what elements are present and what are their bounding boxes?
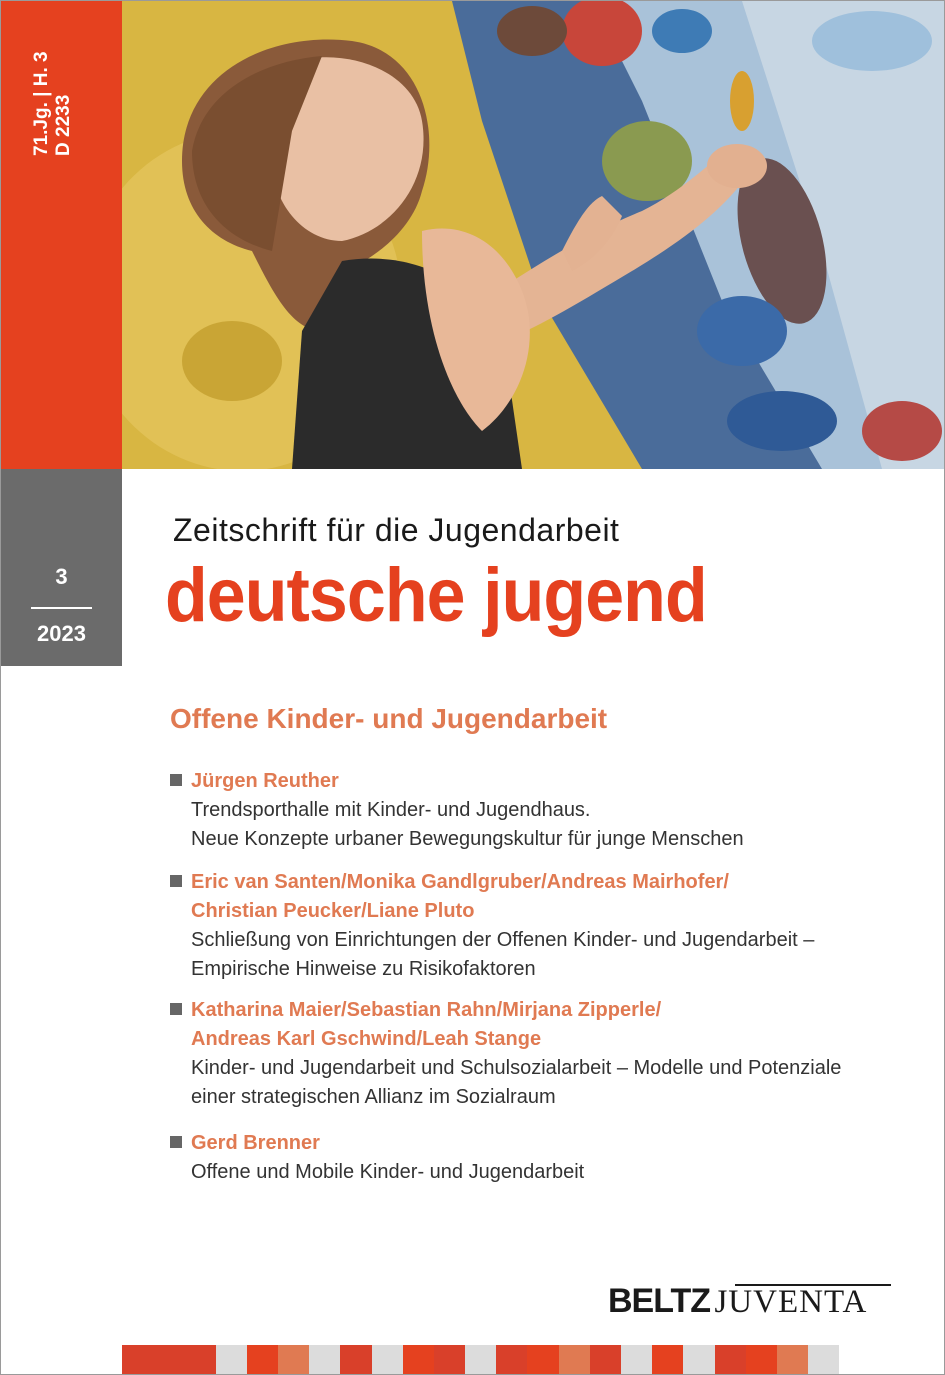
- issue-divider: [31, 607, 92, 609]
- color-bar-segment: [153, 1345, 184, 1374]
- color-bar-segment: [122, 1345, 153, 1374]
- issue-topic: Offene Kinder- und Jugendarbeit: [170, 703, 608, 734]
- volume-label: [31, 51, 75, 156]
- article-author: Eric van Santen/Monika Gandlgruber/Andreas Mairhofer/ Christian Peucker/Liane Pluto: [191, 871, 729, 922]
- publisher-logo: [608, 1282, 867, 1321]
- color-bar-segment: [216, 1345, 247, 1374]
- article-title: Kinder- und Jugendarbeit und Schulsozialarbeit – Modelle und Potenziale einer strategischen Allianz im Sozialraum: [191, 1057, 842, 1108]
- issue-number: 3: [55, 564, 68, 589]
- article-item: [170, 767, 910, 854]
- volume-issue: 71.Jg. | H. 3: [31, 51, 52, 156]
- color-bar-segment: [590, 1345, 621, 1374]
- color-bar-segment: [652, 1345, 683, 1374]
- climber-illustration: [122, 1, 944, 469]
- color-bar-segment: [309, 1345, 340, 1374]
- color-bar-segment: [683, 1345, 714, 1374]
- color-bar-segment: [496, 1345, 527, 1374]
- article-author: Gerd Brenner: [191, 1132, 320, 1154]
- color-bar-segment: [278, 1345, 309, 1374]
- color-bar-segment: [372, 1345, 403, 1374]
- bullet-square-icon: [170, 1136, 182, 1148]
- decorative-color-bar: [122, 1345, 839, 1374]
- article-item: [170, 996, 910, 1112]
- publisher-name-juventa: JUVENTA: [714, 1284, 868, 1320]
- publisher-name-beltz: BELTZ: [608, 1282, 711, 1320]
- article-title: Trendsporthalle mit Kinder- und Jugendhaus. Neue Konzepte urbaner Bewegungskultur für junge Menschen: [191, 799, 744, 850]
- color-bar-segment: [434, 1345, 465, 1374]
- color-bar-segment: [247, 1345, 278, 1374]
- article-author: Jürgen Reuther: [191, 770, 339, 792]
- bullet-square-icon: [170, 774, 182, 786]
- color-bar-segment: [777, 1345, 808, 1374]
- article-author: Katharina Maier/Sebastian Rahn/Mirjana Zipperle/ Andreas Karl Gschwind/Leah Stange: [191, 999, 662, 1050]
- article-title: Schließung von Einrichtungen der Offenen Kinder- und Jugendarbeit – Empirische Hinweise zu Risikofaktoren: [191, 929, 815, 980]
- color-bar-segment: [808, 1345, 839, 1374]
- journal-code: D 2233: [53, 94, 74, 156]
- color-bar-segment: [559, 1345, 590, 1374]
- color-bar-segment: [340, 1345, 371, 1374]
- color-bar-segment: [621, 1345, 652, 1374]
- bullet-square-icon: [170, 1003, 182, 1015]
- journal-title: deutsche jugend: [165, 553, 707, 638]
- bullet-square-icon: [170, 875, 182, 887]
- journal-subtitle: Zeitschrift für die Jugendarbeit: [173, 512, 620, 548]
- color-bar-segment: [715, 1345, 746, 1374]
- color-bar-segment: [184, 1345, 215, 1374]
- color-bar-segment: [527, 1345, 558, 1374]
- article-item: [170, 1129, 910, 1187]
- issue-year: 2023: [37, 621, 86, 646]
- volume-strip: [1, 1, 122, 469]
- issue-block: [1, 469, 122, 666]
- article-title: Offene und Mobile Kinder- und Jugendarbeit: [191, 1161, 585, 1183]
- color-bar-segment: [746, 1345, 777, 1374]
- color-bar-segment: [465, 1345, 496, 1374]
- color-bar-segment: [403, 1345, 434, 1374]
- cover-photo: [122, 1, 944, 469]
- article-item: [170, 868, 910, 984]
